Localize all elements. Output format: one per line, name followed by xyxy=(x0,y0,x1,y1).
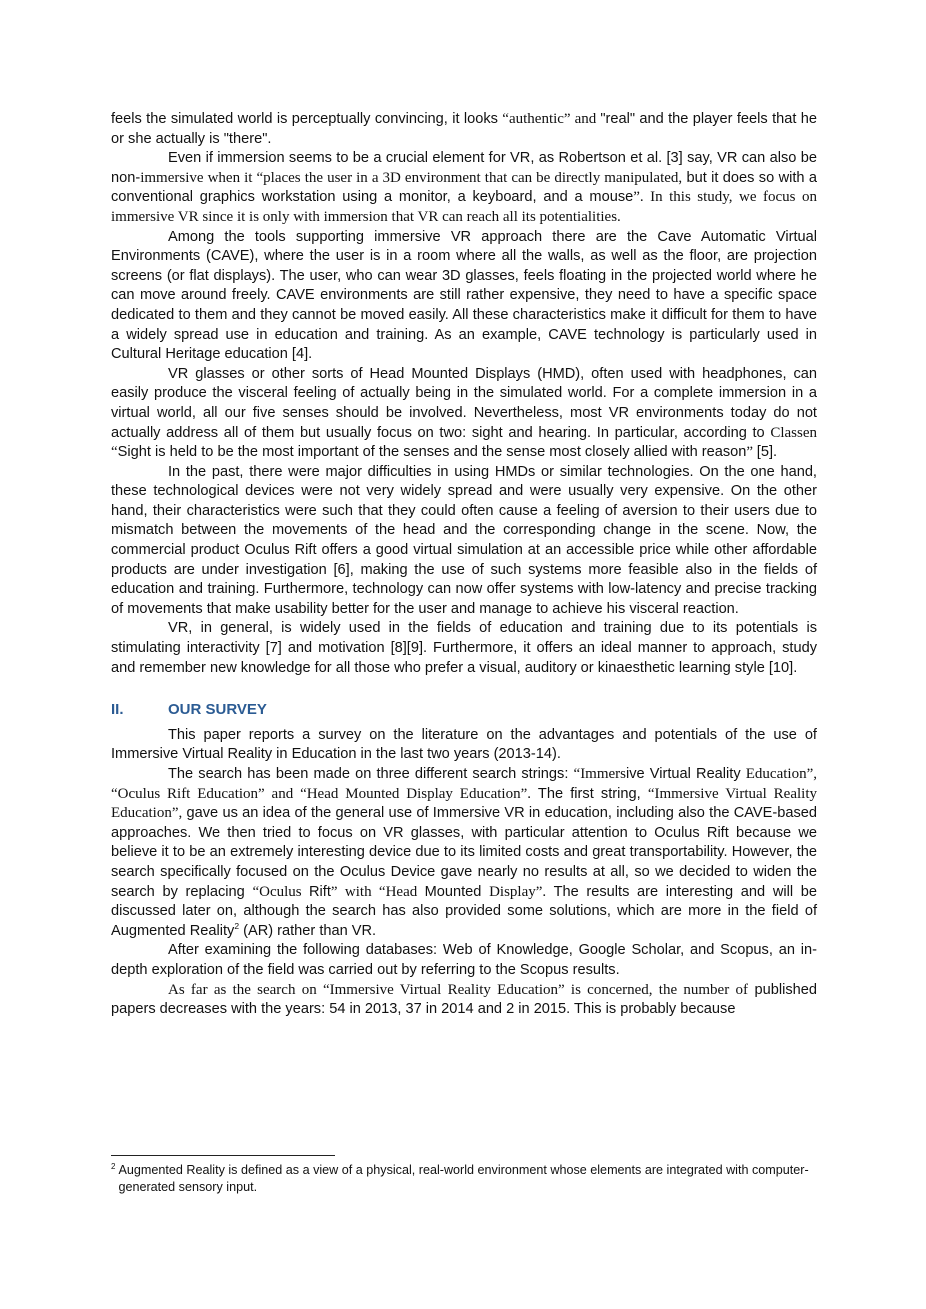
footnote xyxy=(111,1155,817,1196)
paragraph-9: As far as the search on “Immersive Virtual Reality Education” is concerned, the number of published papers decreases with the years: 54 in 2013, 37 in 2014 and 2 in 2015. This is probably because xyxy=(111,981,817,1018)
paragraph-4: In the past, there were major difficulties in using HMDs or similar technologies. On the one hand, these technological devices were not very widely spread and were usually very expensive. On the other hand, their characteristics were such that they could often cause a feeling of aversion to their users due to mismatch between the movements of the head and the corresponding change in the scene. Now, the commercial product Oculus Rift offers a good virtual simulation at an accessible price while other affordable products are under investigation [6], making the use of such systems more feasible also in the fields of education and training. Furthermore, technology can now offer systems with low-latency and precise tracking of movements that make usability better for the user and manage to achieve his visceral reaction. xyxy=(111,463,817,617)
page-body xyxy=(111,110,817,1020)
paragraph-3: VR glasses or other sorts of Head Mounted Displays (HMD), often used with headphones, can easily produce the visceral feeling of actually being in the simulated world. For a complete immersion in a virtual world, all our five senses should be involved. Nevertheless, most VR environments today do not actually address all of them but usually focus on two: sight and hearing. In particular, according to Classen “Sight is held to be the most important of the senses and the sense most closely allied with reason” [5]. xyxy=(111,365,817,461)
paragraph-1: Even if immersion seems to be a crucial element for VR, as Robertson et al. [3] say, VR can also be non-immersive when it “places the user in a 3D environment that can be directly manipulated, but it does so with a conventional graphics workstation using a monitor, a keyboard, and a mouse”. In this study, we focus on immersive VR since it is only with immersion that VR can reach all its potentialities. xyxy=(111,150,817,225)
footnote-text: Augmented Reality is defined as a view of a physical, real-world environment whose elements are integrated with computer-generated sensory input. xyxy=(118,1163,809,1194)
paragraph-0: feels the simulated world is perceptually convincing, it looks “authentic” and "real" and the player feels that he or she actually is "there". xyxy=(111,111,817,147)
paragraph-8: After examining the following databases: Web of Knowledge, Google Scholar, and Scopus, an in-depth exploration of the field was carried out by referring to the Scopus results. xyxy=(111,942,817,978)
footnote-divider xyxy=(111,1155,335,1156)
section-title: OUR SURVEY xyxy=(168,701,267,719)
footnote-ref: 2 xyxy=(234,920,240,931)
footnote-line xyxy=(111,1162,817,1196)
footnote-mark: 2 xyxy=(111,1162,116,1171)
section-number: II. xyxy=(111,701,124,719)
paragraph-2: Among the tools supporting immersive VR approach there are the Cave Automatic Virtual Environments (CAVE), where the user is in a room where all the walls, as well as the floor, are projection screens (or flat displays). The user, who can wear 3D glasses, feels floating in the projected world where he can move around freely. CAVE environments are still rather expensive, they need to have a specific space dedicated to them and they cannot be moved easily. All these characteristics make it difficult for them to have a widely spread use in education and training. As an example, CAVE technology is particularly used in Cultural Heritage education [4]. xyxy=(111,228,817,363)
section-heading xyxy=(111,700,817,720)
paragraph-7: The search has been made on three different search strings: “Immersive Virtual Reality Education”, “Oculus Rift Education” and “Head Mounted Display Education”. The first string, “Immersive Virtual Reality Education”, gave us an idea of the general use of Immersive VR in education, including also the CAVE-based approaches. We then tried to focus on VR glasses, with particular attention to Oculus Rift because we believe it to be an extremely interesting device due to its limited costs and great transportability. However, the search specifically focused on the Oculus Device gave nearly no results at all, so we decided to widen the search by replacing “Oculus Rift” with “Head Mounted Display”. The results are interesting and will be discussed later on, although the search has also provided some solutions, which are more in the field of Augmented Reality$^2$ (AR) rather than VR. xyxy=(111,766,817,939)
paragraph-6: This paper reports a survey on the literature on the advantages and potentials of the use of Immersive Virtual Reality in Education in the last two years (2013-14). xyxy=(111,726,817,763)
paragraph-5: VR, in general, is widely used in the fields of education and training due to its potentials is stimulating interactivity [7] and motivation [8][9]. Furthermore, it offers an ideal manner to approach, study and remember new knowledge for all those who prefer a visual, auditory or kinaesthetic learning style [10]. xyxy=(111,620,817,676)
